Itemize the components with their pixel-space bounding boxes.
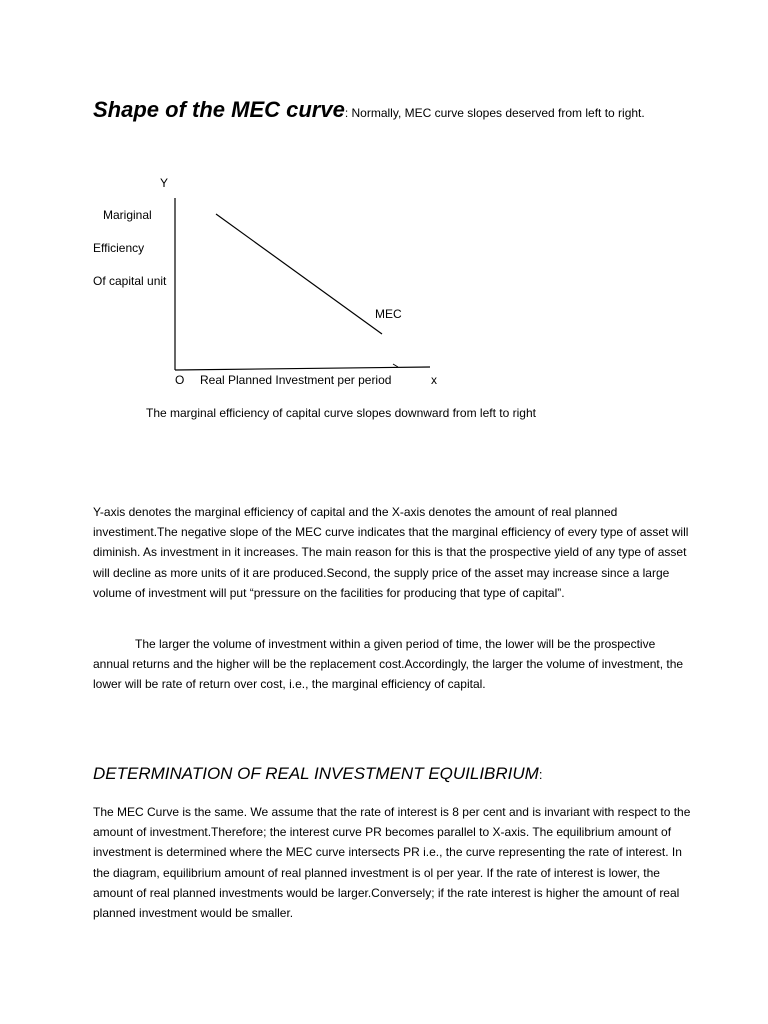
section-heading-equilibrium xyxy=(93,764,542,784)
mec-curve-line xyxy=(216,214,382,334)
y-label-line-1: Mariginal xyxy=(103,208,152,222)
x-axis-line xyxy=(175,367,430,370)
mec-diagram-svg xyxy=(0,0,768,470)
y-label-line-2: Efficiency xyxy=(93,241,145,255)
section2-title: DETERMINATION OF REAL INVESTMENT EQUILIBRIUM xyxy=(93,764,539,783)
y-label-line-3: Of capital unit xyxy=(93,274,167,288)
diagram-caption: The marginal efficiency of capital curve slopes downward from left to right xyxy=(146,406,536,420)
mec-diagram xyxy=(0,0,768,470)
paragraph-1: Y-axis denotes the marginal efficiency of capital and the X-axis denotes the amount of real planned investiment.The negative slope of the MEC curve indicates that the marginal efficiency of every type of asset will diminish. As investment in it increases. The main reason for this is that the prospective yield of any type of asset will decline as more units of it are produced.Second, the supply price of the asset may increase since a large volume of investment will put “pressure on the facilities for producing that type of capital”. xyxy=(93,505,689,600)
y-axis-letter: Y xyxy=(160,176,169,190)
paragraph-2: The larger the volume of investment within a given period of time, the lower will be the prospective annual returns and the higher will be the replacement cost.Accordingly, the larger the volume of investment, the lower will be rate of return over cost, i.e., the marginal efficiency of capital. xyxy=(93,637,684,692)
paragraph-3: The MEC Curve is the same. We assume that the rate of interest is 8 per cent and is invariant with respect to the amount of investment.Therefore; the interest curve PR becomes parallel to X-axis. The equilibrium amount of investment is determined where the MEC curve intersects PR i.e., the curve representing the rate of interest. In the diagram, equilibrium amount of real planned investment is ol per year. If the rate of interest is lower, the amount of real planned investments would be larger.Conversely; if the rate interest is higher the amount of real planned investment would be smaller. xyxy=(93,805,691,921)
x-axis-letter: x xyxy=(431,373,437,387)
mec-curve-label: MEC xyxy=(375,307,402,321)
section2-colon: : xyxy=(538,767,543,782)
x-axis-label: Real Planned Investment per period xyxy=(200,373,392,387)
origin-label: O xyxy=(175,373,185,387)
heading-subtitle: : Normally, MEC curve slopes deserved from left to right. xyxy=(344,106,645,120)
x-axis-tick xyxy=(393,364,398,367)
heading-title: Shape of the MEC curve xyxy=(93,97,345,122)
